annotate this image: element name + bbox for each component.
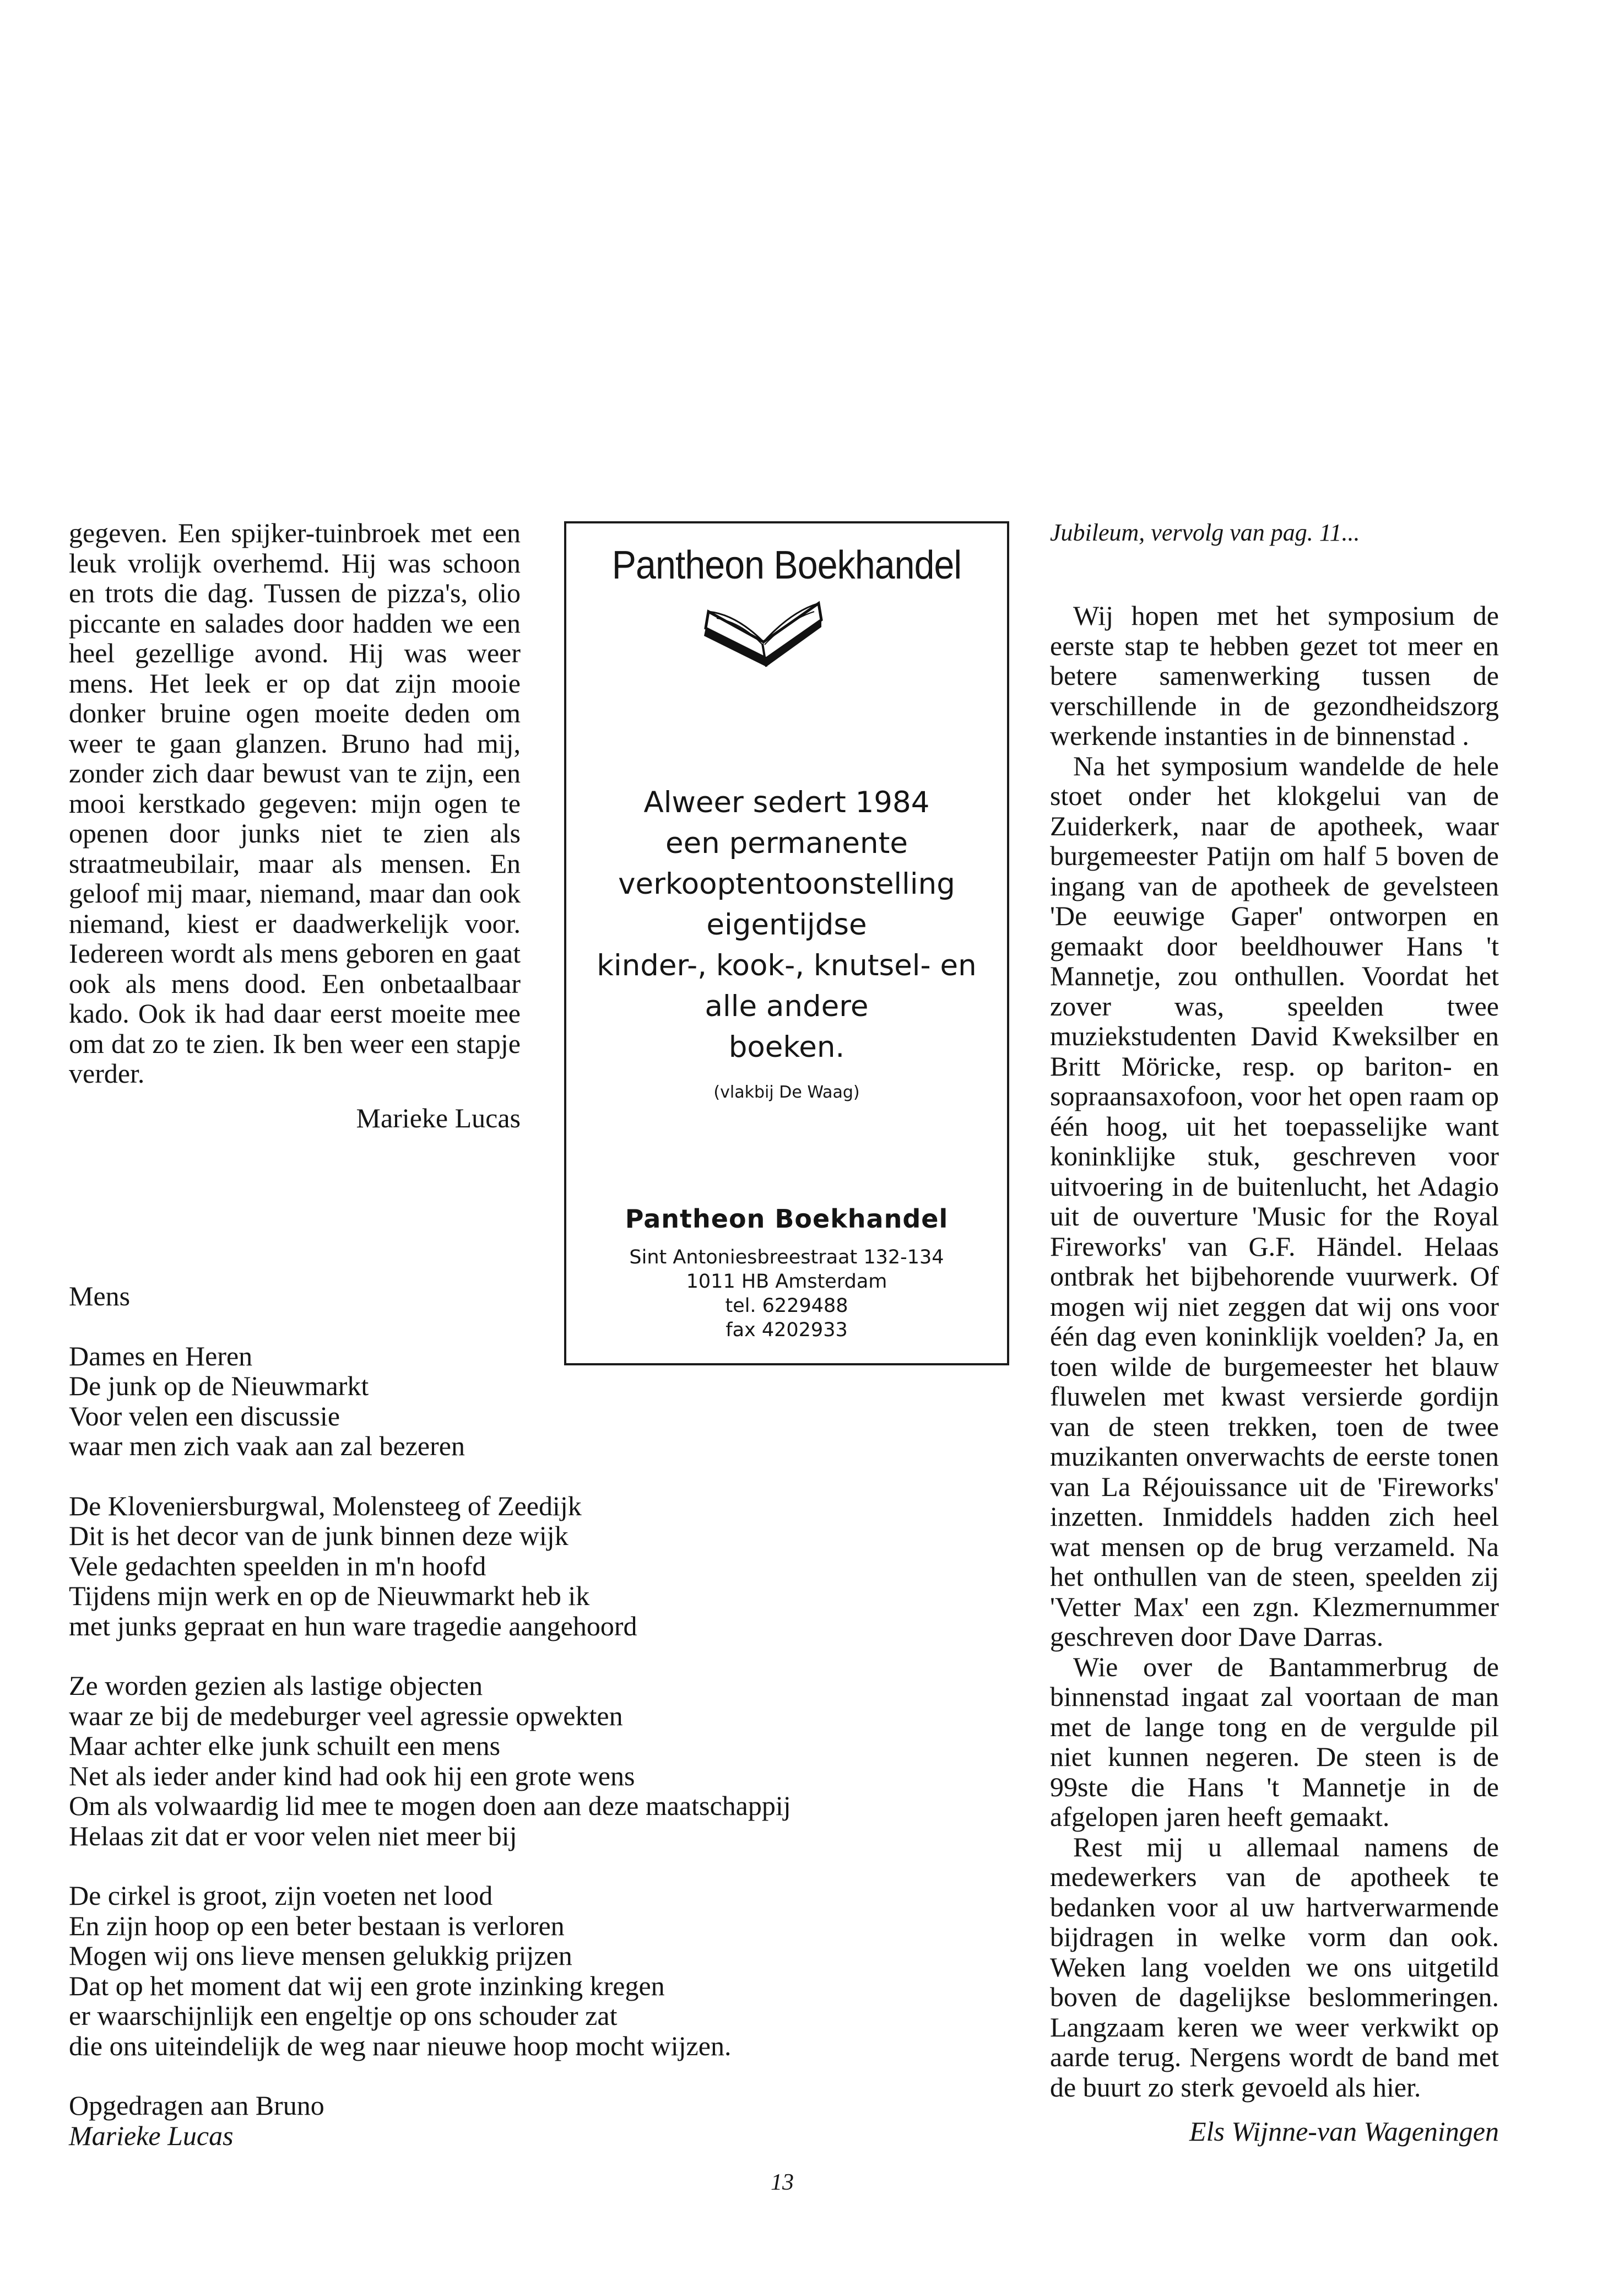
- ad-address-line: 1011 HB Amsterdam: [686, 1271, 887, 1293]
- poem-line: met junks gepraat en hun ware tragedie aangehoord: [69, 1610, 637, 1641]
- poem-line: Voor velen een discussie: [69, 1400, 340, 1431]
- poem-stanza: [69, 1671, 840, 1851]
- continuation-header: Jubileum, vervolg van pag. 11...: [1050, 519, 1360, 546]
- right-column-article: [1050, 518, 1499, 2147]
- poem-line: waar men zich vaak aan zal bezeren: [69, 1430, 465, 1461]
- poem-dedication: Opgedragen aan Bruno: [69, 2090, 324, 2121]
- left-column-article: [69, 518, 521, 1133]
- ad-body-line: kinder-, kook-, knutsel- en: [597, 949, 977, 982]
- right-paragraph: Na het symposium wandelde de hele stoet onder het klokgelui van de Zuiderkerk, naar de apotheek, waar burgemeester Patijn om half 5 boven de ingang van de apotheek de gevelsteen 'De eeuwige Gaper' ontworpen en gemaakt door beeldhouwer Hans 't Mannetje, zou onthullen. Voordat het zover was, speelden twee muziekstudenten David Kweksilber en Britt Möricke, resp. op bariton- en sopraansaxofoon, voor het open raam op één hoog, uit het toepasselijke want koninklijke stuk, geschreven voor uitvoering in de buitenlucht, het Adagio uit de ouverture 'Music for the Royal Fireworks' van G.F. Händel. Helaas ontbrak het bijbehorende vuurwerk. Of mogen wij niet zeggen dat wij ons voor één dag even koninklijk voelden? Ja, en toen wilde de burgemeester het blauw fluwelen met kwast versierde gordijn van de steen trekken, toen de twee muzikanten onverwachts de eerste tonen van La Réjouissance uit de 'Fireworks' inzetten. Inmiddels hadden zich heel wat mensen op de brug verzameld. Na het onthullen van de steen, speelden zij 'Vetter Max' een zgn. Klezmernummer geschreven door Dave Darras.: [1050, 750, 1499, 1652]
- poem-line: Dit is het decor van de junk binnen deze wijk: [69, 1520, 569, 1551]
- poem-stanza: [69, 1491, 840, 1641]
- poem-line: De Kloveniersburgwal, Molensteeg of Zeedijk: [69, 1490, 582, 1521]
- poem-line: Vele gedachten speelden in m'n hoofd: [69, 1550, 486, 1581]
- right-article-author: Els Wijnne-van Wageningen: [1189, 2116, 1499, 2147]
- ad-body: [566, 782, 1007, 1068]
- poem-line: De cirkel is groot, zijn voeten net lood: [69, 1880, 493, 1911]
- left-paragraph: gegeven. Een spijker-tuinbroek met een leuk vrolijk overhemd. Hij was schoon en trots die dag. Tussen de pizza's, olio piccante en salades door hadden we een heel gezellige avond. Hij was weer mens. Het leek er op dat zijn mooie donker bruine ogen moeite deden om weer te gaan glanzen. Bruno had mij, zonder zich daar bewust van te zijn, een mooi kerstkado gegeven: mijn ogen te openen door junks niet te zien als straatmeubilair, maar als mensen. En geloof mij maar, niemand, maar dan ook niemand, kiest er daadwerkelijk voor. Iedereen wordt als mens geboren en gaat ook als mens dood. Een onbetaalbaar kado. Ook ik had daar eerst moeite mee om dat zo te zien. Ik ben weer een stapje verder.: [69, 517, 521, 1089]
- poem-line: Tijdens mijn werk en op de Nieuwmarkt heb ik: [69, 1580, 590, 1611]
- ad-body-line: boeken.: [728, 1030, 845, 1064]
- bookshop-advertisement: [564, 521, 1009, 1365]
- open-book-icon: [697, 590, 830, 672]
- ad-title: Pantheon Boekhandel: [611, 543, 962, 587]
- ad-body-line: verkooptentoonstelling: [618, 867, 955, 901]
- poem-line: En zijn hoop op een beter bestaan is verloren: [69, 1910, 565, 1941]
- ad-body-line: eigentijdse: [706, 908, 867, 942]
- poem-line: Helaas zit dat er voor velen niet meer bij: [69, 1820, 517, 1851]
- poem-line: Dat op het moment dat wij een grote inzinking kregen: [69, 1970, 665, 2001]
- poem-line: Om als volwaardig lid mee te mogen doen aan deze maatschappij: [69, 1790, 791, 1821]
- poem-stanza: [69, 1881, 840, 2061]
- poem-line: Dames en Heren: [69, 1340, 253, 1371]
- page-number: 13: [771, 2170, 794, 2195]
- poem: [69, 1281, 840, 2151]
- poem-author: Marieke Lucas: [69, 2120, 234, 2151]
- right-paragraph: Wie over de Bantammerbrug de binnenstad ingaat zal voortaan de man met de lange tong en de vergulde pil niet kunnen negeren. De steen is de 99ste die Hans 't Mannetje in de afgelopen jaren heeft gemaakt.: [1050, 1651, 1499, 1832]
- ad-body-line: Alweer sedert 1984: [643, 786, 930, 819]
- ad-address-line: tel. 6229488: [725, 1295, 848, 1317]
- ad-body-line: alle andere: [705, 990, 869, 1023]
- poem-line: Net als ieder ander kind had ook hij een grote wens: [69, 1760, 635, 1791]
- poem-line: er waarschijnlijk een engeltje op ons schouder zat: [69, 2000, 618, 2031]
- left-article-author: Marieke Lucas: [356, 1102, 521, 1133]
- ad-address: [566, 1245, 1007, 1342]
- ad-body-line: een permanente: [665, 826, 908, 860]
- poem-line: Ze worden gezien als lastige objecten: [69, 1670, 483, 1701]
- poem-line: Maar achter elke junk schuilt een mens: [69, 1730, 501, 1761]
- ad-location-note: (vlakbij De Waag): [713, 1083, 860, 1102]
- poem-line: De junk op de Nieuwmarkt: [69, 1370, 369, 1401]
- poem-line: Mogen wij ons lieve mensen gelukkig prijzen: [69, 1940, 572, 1971]
- poem-title: Mens: [69, 1281, 131, 1311]
- ad-shop-name: Pantheon Boekhandel: [625, 1204, 949, 1234]
- ad-address-line: Sint Antoniesbreestraat 132-134: [629, 1246, 944, 1268]
- right-paragraph: Wij hopen met het symposium de eerste stap te hebben gezet tot meer en betere samenwerking tussen de verschillende in de gezondheidszorg werkende instanties in de binnenstad .: [1050, 600, 1499, 751]
- poem-line: waar ze bij de medeburger veel agressie opwekten: [69, 1700, 623, 1731]
- right-paragraph: Rest mij u allemaal namens de medewerkers van de apotheek te bedanken voor al uw hartverwarmende bijdragen in welke vorm dan ook. Weken lang voelden we ons uitgetild boven de dagelijkse beslommeringen. Langzaam keren we weer verkwikt op aarde terug. Nergens wordt de band met de buurt zo sterk gevoeld als hier.: [1050, 1831, 1499, 2103]
- ad-address-line: fax 4202933: [726, 1319, 848, 1341]
- poem-line: die ons uiteindelijk de weg naar nieuwe hoop mocht wijzen.: [69, 2030, 732, 2061]
